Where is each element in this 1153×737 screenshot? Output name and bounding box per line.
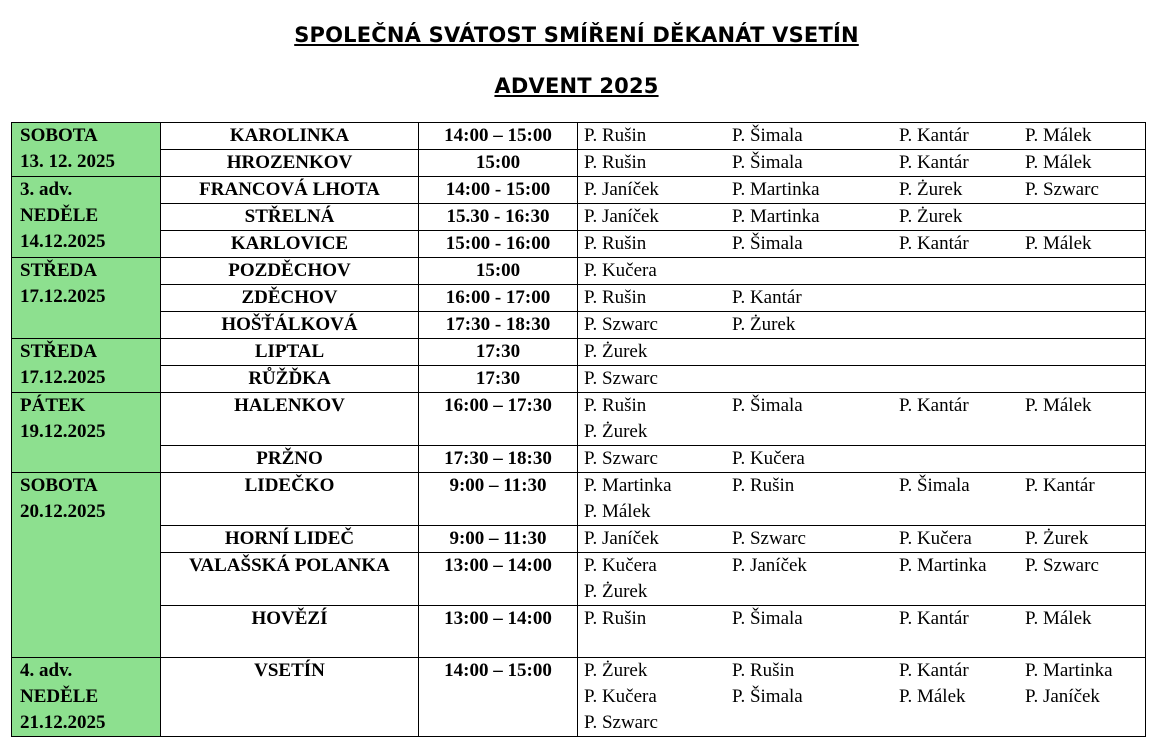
priest-name: P. Kučera bbox=[584, 686, 657, 707]
priest-name: P. Málek bbox=[1025, 395, 1092, 416]
priest-name: P. Janíček bbox=[584, 528, 659, 549]
day-label-line: 20.12.2025 bbox=[20, 501, 106, 522]
priest-name: P. Kantár bbox=[899, 152, 969, 173]
priest-list bbox=[584, 312, 1145, 338]
time-range: 15.30 - 16:30 bbox=[419, 204, 578, 231]
priest-name: P. Żurek bbox=[584, 660, 648, 681]
priest-name: P. Rušin bbox=[584, 608, 647, 629]
priest-list bbox=[584, 258, 1145, 284]
place-name: HOVĚZÍ bbox=[161, 606, 419, 658]
priest-name: P. Šimala bbox=[732, 152, 803, 173]
priest-list bbox=[584, 177, 1145, 203]
priest-name: P. Kantár bbox=[899, 233, 969, 254]
priests-cell bbox=[578, 285, 1146, 312]
schedule-table bbox=[11, 122, 1146, 737]
time-range: 17:30 - 18:30 bbox=[419, 312, 578, 339]
day-cell bbox=[12, 177, 161, 258]
priest-name: P. Kantár bbox=[899, 660, 969, 681]
place-name: HOŠŤÁLKOVÁ bbox=[161, 312, 419, 339]
priest-list bbox=[584, 553, 1145, 605]
priest-name: P. Málek bbox=[1025, 152, 1092, 173]
priest-name: P. Kantár bbox=[899, 125, 969, 146]
priest-name: P. Kantár bbox=[899, 608, 969, 629]
priest-name: P. Málek bbox=[584, 501, 651, 522]
table-row bbox=[12, 606, 1146, 658]
time-range: 16:00 - 17:00 bbox=[419, 285, 578, 312]
time-range: 15:00 - 16:00 bbox=[419, 231, 578, 258]
priests-cell bbox=[578, 150, 1146, 177]
priest-name: P. Málek bbox=[1025, 233, 1092, 254]
priest-list bbox=[584, 606, 1145, 632]
priests-cell bbox=[578, 658, 1146, 737]
priest-name: P. Martinka bbox=[732, 206, 820, 227]
priests-cell bbox=[578, 393, 1146, 446]
day-cell bbox=[12, 658, 161, 737]
priest-name: P. Šimala bbox=[899, 475, 970, 496]
priest-name: P. Martinka bbox=[732, 179, 820, 200]
priest-list bbox=[584, 150, 1145, 176]
priest-name: P. Rušin bbox=[584, 233, 647, 254]
day-label-line: NEDĚLE bbox=[20, 686, 99, 707]
priest-name: P. Kantár bbox=[899, 395, 969, 416]
day-label-line: 17.12.2025 bbox=[20, 367, 106, 388]
table-row bbox=[12, 393, 1146, 446]
priest-list bbox=[584, 473, 1145, 525]
priest-name: P. Kantár bbox=[1025, 475, 1095, 496]
priests-cell bbox=[578, 526, 1146, 553]
priest-name: P. Żurek bbox=[584, 421, 648, 442]
place-name: KARLOVICE bbox=[161, 231, 419, 258]
day-cell bbox=[12, 339, 161, 393]
time-range: 15:00 bbox=[419, 150, 578, 177]
time-range: 17:30 – 18:30 bbox=[419, 446, 578, 473]
place-name: VALAŠSKÁ POLANKA bbox=[161, 553, 419, 606]
place-name: VSETÍN bbox=[161, 658, 419, 737]
priest-name: P. Żurek bbox=[899, 179, 963, 200]
priest-list bbox=[584, 658, 1145, 736]
table-row bbox=[12, 177, 1146, 204]
day-label-line: NEDĚLE bbox=[20, 205, 99, 226]
priests-cell bbox=[578, 312, 1146, 339]
day-cell bbox=[12, 258, 161, 339]
priest-name: P. Szwarc bbox=[584, 314, 658, 335]
priest-name: P. Janíček bbox=[584, 179, 659, 200]
time-range: 14:00 - 15:00 bbox=[419, 177, 578, 204]
time-range: 9:00 – 11:30 bbox=[419, 526, 578, 553]
table-row bbox=[12, 553, 1146, 606]
priest-name: P. Szwarc bbox=[584, 712, 658, 733]
day-label-line: SOBOTA bbox=[20, 125, 98, 146]
priest-name: P. Šimala bbox=[732, 686, 803, 707]
priest-name: P. Żurek bbox=[899, 206, 963, 227]
priest-name: P. Martinka bbox=[899, 555, 987, 576]
time-range: 13:00 – 14:00 bbox=[419, 606, 578, 658]
priest-name: P. Szwarc bbox=[1025, 555, 1099, 576]
priest-name: P. Szwarc bbox=[732, 528, 806, 549]
day-label-line: SOBOTA bbox=[20, 475, 98, 496]
table-row bbox=[12, 258, 1146, 285]
priest-name: P. Szwarc bbox=[584, 448, 658, 469]
schedule-body bbox=[12, 123, 1146, 737]
place-name: STŘELNÁ bbox=[161, 204, 419, 231]
priest-name: P. Szwarc bbox=[1025, 179, 1099, 200]
priest-name: P. Żurek bbox=[1025, 528, 1089, 549]
priests-cell bbox=[578, 553, 1146, 606]
day-label-line: STŘEDA bbox=[20, 260, 98, 281]
priests-cell bbox=[578, 366, 1146, 393]
day-cell bbox=[12, 393, 161, 473]
table-row bbox=[12, 123, 1146, 150]
priest-name: P. Żurek bbox=[584, 581, 648, 602]
table-row bbox=[12, 339, 1146, 366]
day-label-line: 13. 12. 2025 bbox=[20, 151, 115, 172]
place-name: PRŽNO bbox=[161, 446, 419, 473]
priest-name: P. Martinka bbox=[584, 475, 672, 496]
day-label-line: STŘEDA bbox=[20, 341, 98, 362]
place-name: HALENKOV bbox=[161, 393, 419, 446]
priest-list bbox=[584, 123, 1145, 149]
priest-list bbox=[584, 339, 1145, 365]
priest-list bbox=[584, 393, 1145, 445]
priests-cell bbox=[578, 446, 1146, 473]
day-label-line: 21.12.2025 bbox=[20, 712, 106, 733]
day-label-line: 19.12.2025 bbox=[20, 421, 106, 442]
priest-list bbox=[584, 204, 1145, 230]
time-range: 9:00 – 11:30 bbox=[419, 473, 578, 526]
priest-name: P. Šimala bbox=[732, 395, 803, 416]
priest-name: P. Janíček bbox=[732, 555, 807, 576]
place-name: POZDĚCHOV bbox=[161, 258, 419, 285]
table-row bbox=[12, 473, 1146, 526]
priest-name: P. Janíček bbox=[1025, 686, 1100, 707]
priest-list bbox=[584, 231, 1145, 257]
place-name: HROZENKOV bbox=[161, 150, 419, 177]
place-name: RŮŽĎKA bbox=[161, 366, 419, 393]
priest-name: P. Málek bbox=[1025, 608, 1092, 629]
table-row bbox=[12, 285, 1146, 312]
day-cell bbox=[12, 123, 161, 177]
table-row bbox=[12, 526, 1146, 553]
table-row bbox=[12, 658, 1146, 737]
time-range: 17:30 bbox=[419, 366, 578, 393]
day-label-line: PÁTEK bbox=[20, 395, 86, 416]
time-range: 16:00 – 17:30 bbox=[419, 393, 578, 446]
priest-list bbox=[584, 285, 1145, 311]
priest-name: P. Rušin bbox=[732, 475, 795, 496]
place-name: LIDEČKO bbox=[161, 473, 419, 526]
place-name: HORNÍ LIDEČ bbox=[161, 526, 419, 553]
time-range: 15:00 bbox=[419, 258, 578, 285]
priest-name: P. Rušin bbox=[584, 125, 647, 146]
priests-cell bbox=[578, 473, 1146, 526]
priest-name: P. Kučera bbox=[899, 528, 972, 549]
priest-name: P. Šimala bbox=[732, 125, 803, 146]
priest-name: P. Żurek bbox=[732, 314, 796, 335]
document-subtitle: ADVENT 2025 bbox=[494, 74, 659, 98]
document-title: SPOLEČNÁ SVÁTOST SMÍŘENÍ DĚKANÁT VSETÍN bbox=[294, 23, 859, 47]
day-label-line: 4. adv. bbox=[20, 660, 73, 681]
day-cell bbox=[12, 473, 161, 658]
priests-cell bbox=[578, 123, 1146, 150]
place-name: ZDĚCHOV bbox=[161, 285, 419, 312]
priest-name: P. Málek bbox=[899, 686, 966, 707]
priests-cell bbox=[578, 177, 1146, 204]
priest-list bbox=[584, 366, 1145, 392]
place-name: FRANCOVÁ LHOTA bbox=[161, 177, 419, 204]
priest-name: P. Kučera bbox=[584, 555, 657, 576]
time-range: 14:00 – 15:00 bbox=[419, 123, 578, 150]
priest-name: P. Janíček bbox=[584, 206, 659, 227]
priest-name: P. Żurek bbox=[584, 341, 648, 362]
priest-name: P. Martinka bbox=[1025, 660, 1113, 681]
table-row bbox=[12, 150, 1146, 177]
priests-cell bbox=[578, 204, 1146, 231]
priest-name: P. Rušin bbox=[584, 395, 647, 416]
time-range: 14:00 – 15:00 bbox=[419, 658, 578, 737]
priest-name: P. Kantár bbox=[732, 287, 802, 308]
place-name: LIPTAL bbox=[161, 339, 419, 366]
time-range: 17:30 bbox=[419, 339, 578, 366]
priest-name: P. Szwarc bbox=[584, 368, 658, 389]
table-row bbox=[12, 204, 1146, 231]
priest-name: P. Šimala bbox=[732, 233, 803, 254]
table-row bbox=[12, 231, 1146, 258]
priest-name: P. Šimala bbox=[732, 608, 803, 629]
priest-name: P. Kučera bbox=[732, 448, 805, 469]
priest-list bbox=[584, 526, 1145, 552]
day-label-line: 14.12.2025 bbox=[20, 231, 106, 252]
priest-name: P. Kučera bbox=[584, 260, 657, 281]
place-name: KAROLINKA bbox=[161, 123, 419, 150]
table-row bbox=[12, 312, 1146, 339]
priests-cell bbox=[578, 339, 1146, 366]
time-range: 13:00 – 14:00 bbox=[419, 553, 578, 606]
priest-name: P. Rušin bbox=[732, 660, 795, 681]
priest-name: P. Málek bbox=[1025, 125, 1092, 146]
table-row bbox=[12, 366, 1146, 393]
priests-cell bbox=[578, 258, 1146, 285]
priests-cell bbox=[578, 231, 1146, 258]
priest-list bbox=[584, 446, 1145, 472]
day-label-line: 3. adv. bbox=[20, 179, 73, 200]
priest-name: P. Rušin bbox=[584, 287, 647, 308]
day-label-line: 17.12.2025 bbox=[20, 286, 106, 307]
priests-cell bbox=[578, 606, 1146, 658]
priest-name: P. Rušin bbox=[584, 152, 647, 173]
table-row bbox=[12, 446, 1146, 473]
